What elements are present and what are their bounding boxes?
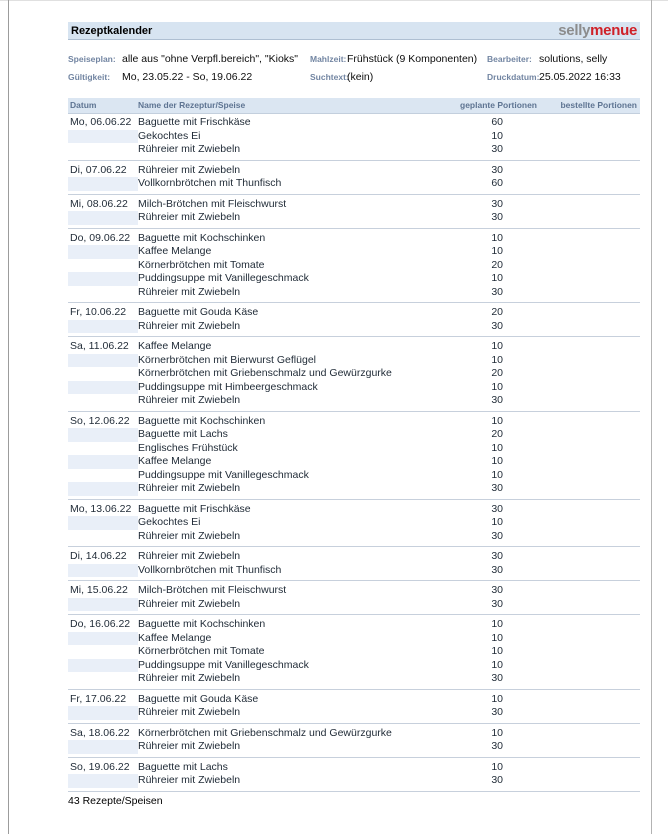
date-cell: Mi, 15.06.22 <box>70 584 128 596</box>
recipe-name-cell: Vollkornbrötchen mit Thunfisch <box>138 177 282 189</box>
date-cell: Di, 07.06.22 <box>70 163 127 176</box>
table-row <box>68 503 640 517</box>
date-cell <box>68 245 138 259</box>
planned-portions-cell: 30 <box>491 550 503 562</box>
table-row <box>68 761 640 775</box>
recipe-name-cell: Rühreier mit Zwiebeln <box>138 597 241 610</box>
recipe-name-cell: Kaffee Melange <box>138 340 212 352</box>
date-cell <box>68 516 138 530</box>
table-row <box>68 354 640 368</box>
date-cell: Mo, 06.06.22 <box>70 116 132 128</box>
table-row <box>68 177 640 191</box>
planned-portions-cell: 10 <box>491 245 503 257</box>
table-row <box>68 442 640 456</box>
table-row <box>68 774 640 788</box>
date-cell <box>68 632 138 646</box>
recipe-name-cell: Milch-Brötchen mit Fleischwurst <box>138 197 287 210</box>
recipe-name-cell: Gekochtes Ei <box>138 516 201 528</box>
table-row <box>68 198 640 212</box>
planned-portions-cell: 30 <box>491 197 503 210</box>
date-cell: Mo, 13.06.22 <box>70 502 132 515</box>
table-group <box>68 164 640 195</box>
ordered-portions-cell <box>540 632 640 646</box>
table-row <box>68 530 640 544</box>
meta-label-bearbeiter: Bearbeiter: <box>487 54 532 64</box>
ordered-portions-cell <box>540 381 640 395</box>
date-cell <box>68 774 138 788</box>
planned-portions-cell: 10 <box>491 692 503 705</box>
ordered-portions-cell <box>540 706 640 720</box>
table-row <box>68 367 640 381</box>
date-cell <box>68 659 138 673</box>
ordered-portions-cell <box>540 177 640 191</box>
meta-label-druckdatum: Druckdatum: <box>487 72 540 82</box>
table-row <box>68 584 640 598</box>
date-cell: Do, 09.06.22 <box>70 231 131 244</box>
ordered-portions-cell <box>540 584 640 598</box>
date-cell <box>68 645 138 659</box>
table-row <box>68 381 640 395</box>
meta-value-speiseplan: alle aus "ohne Verpfl.bereich", "Kioks" <box>122 53 299 65</box>
recipe-name-cell: Körnerbrötchen mit Griebenschmalz und Gewürzgurke <box>138 726 392 739</box>
table-row <box>68 455 640 469</box>
recipe-name-cell: Rühreier mit Zwiebeln <box>138 143 241 155</box>
table-group <box>68 340 640 412</box>
recipe-name-cell: Baguette mit Lachs <box>138 760 228 773</box>
date-cell: Fr, 17.06.22 <box>70 692 127 705</box>
recipe-name-cell: Baguette mit Gouda Käse <box>138 306 259 318</box>
planned-portions-cell: 10 <box>491 129 503 142</box>
ordered-portions-cell <box>540 245 640 259</box>
meta-value-mahlzeit: Frühstück (9 Komponenten) <box>347 53 478 65</box>
table-row <box>68 306 640 320</box>
logo-menue: menue <box>590 21 637 39</box>
planned-portions-cell: 10 <box>491 231 503 244</box>
ordered-portions-cell <box>540 130 640 144</box>
date-cell: So, 12.06.22 <box>70 414 130 427</box>
meta-suchtext <box>310 71 487 87</box>
meta-value-gueltigkeit: Mo, 23.05.22 - So, 19.06.22 <box>122 71 253 83</box>
recipe-name-cell: Baguette mit Lachs <box>138 428 228 440</box>
planned-portions-cell: 10 <box>491 618 503 630</box>
ordered-portions-cell <box>540 143 640 157</box>
recipe-name-cell: Körnerbrötchen mit Tomate <box>138 258 265 271</box>
ordered-portions-cell <box>540 469 640 483</box>
date-cell: Fr, 10.06.22 <box>70 306 127 318</box>
recipe-name-cell: Rühreier mit Zwiebeln <box>138 706 241 718</box>
recipe-name-cell: Englisches Frühstück <box>138 441 238 454</box>
table-row <box>68 320 640 334</box>
ordered-portions-cell <box>540 306 640 320</box>
date-cell <box>68 672 138 686</box>
ordered-portions-cell <box>540 740 640 754</box>
ordered-portions-cell <box>540 550 640 564</box>
date-cell <box>68 564 138 578</box>
recipe-name-cell: Rühreier mit Zwiebeln <box>138 163 241 176</box>
recipe-name-cell: Puddingsuppe mit Vanillegeschmack <box>138 272 309 284</box>
recipe-name-cell: Rühreier mit Zwiebeln <box>138 774 241 786</box>
recipe-name-cell: Rühreier mit Zwiebeln <box>138 319 241 332</box>
recipe-name-cell: Körnerbrötchen mit Bierwurst Geflügel <box>138 353 316 366</box>
ordered-portions-cell <box>540 232 640 246</box>
recipe-name-cell: Körnerbrötchen mit Griebenschmalz und Gewürzgurke <box>138 367 392 379</box>
recipe-name-cell: Kaffee Melange <box>138 631 212 644</box>
table-row <box>68 272 640 286</box>
table-header <box>68 98 640 114</box>
planned-portions-cell: 60 <box>491 177 503 189</box>
meta-value-suchtext: (kein) <box>347 71 374 83</box>
table-row <box>68 550 640 564</box>
recipe-name-cell: Rühreier mit Zwiebeln <box>138 211 241 223</box>
table-row <box>68 245 640 259</box>
planned-portions-cell: 30 <box>491 597 503 610</box>
recipe-name-cell: Baguette mit Kochschinken <box>138 618 266 630</box>
planned-portions-cell: 60 <box>491 116 503 128</box>
ordered-portions-cell <box>540 530 640 544</box>
table-row <box>68 706 640 720</box>
table-group <box>68 618 640 690</box>
table-row <box>68 116 640 130</box>
planned-portions-cell: 10 <box>491 516 503 528</box>
planned-portions-cell: 10 <box>491 414 503 427</box>
date-cell <box>68 530 138 544</box>
planned-portions-cell: 10 <box>491 272 503 284</box>
table-group <box>68 415 640 500</box>
meta-label-speiseplan: Speiseplan: <box>68 54 116 64</box>
date-cell <box>68 598 138 612</box>
ordered-portions-cell <box>540 774 640 788</box>
recipe-name-cell: Körnerbrötchen mit Tomate <box>138 645 265 657</box>
table-group <box>68 693 640 724</box>
recipe-name-cell: Rühreier mit Zwiebeln <box>138 672 241 684</box>
recipe-name-cell: Baguette mit Gouda Käse <box>138 692 259 705</box>
planned-portions-cell: 30 <box>491 502 503 515</box>
recipe-table-body <box>68 116 640 792</box>
date-cell <box>68 143 138 157</box>
table-row <box>68 672 640 686</box>
date-cell <box>68 354 138 368</box>
date-cell <box>68 211 138 225</box>
planned-portions-cell: 30 <box>491 319 503 332</box>
logo-selly: selly <box>558 21 591 39</box>
table-row <box>68 286 640 300</box>
ordered-portions-cell <box>540 618 640 632</box>
meta-label-gueltigkeit: Gültigkeit: <box>68 72 111 82</box>
ordered-portions-cell <box>540 727 640 741</box>
ordered-portions-cell <box>540 211 640 225</box>
meta-bearbeiter <box>487 53 640 69</box>
date-cell <box>68 428 138 442</box>
table-group <box>68 727 640 758</box>
table-group <box>68 761 640 792</box>
meta-label-mahlzeit: Mahlzeit: <box>310 54 347 64</box>
date-cell: So, 19.06.22 <box>70 760 130 773</box>
column-header-bestellte-portionen: bestellte Portionen <box>560 100 637 110</box>
ordered-portions-cell <box>540 259 640 273</box>
recipe-name-cell: Milch-Brötchen mit Fleischwurst <box>138 584 287 596</box>
table-row <box>68 564 640 578</box>
planned-portions-cell: 30 <box>491 584 503 596</box>
column-header-datum: Datum <box>70 100 97 110</box>
table-row <box>68 693 640 707</box>
meta-gueltigkeit <box>68 71 310 87</box>
recipe-name-cell: Puddingsuppe mit Vanillegeschmack <box>138 468 309 481</box>
ordered-portions-cell <box>540 340 640 354</box>
ordered-portions-cell <box>540 116 640 130</box>
planned-portions-cell: 30 <box>491 211 503 223</box>
report-content <box>68 22 640 807</box>
column-header-name: Name der Rezeptur/Speise <box>138 100 246 110</box>
date-cell <box>68 272 138 286</box>
ordered-portions-cell <box>540 482 640 496</box>
recipe-name-cell: Baguette mit Kochschinken <box>138 414 266 427</box>
ordered-portions-cell <box>540 198 640 212</box>
table-row <box>68 164 640 178</box>
meta-speiseplan <box>68 53 310 69</box>
planned-portions-cell: 30 <box>491 774 503 786</box>
planned-portions-cell: 30 <box>491 529 503 542</box>
planned-portions-cell: 30 <box>491 706 503 718</box>
table-row <box>68 618 640 632</box>
date-cell <box>68 259 138 273</box>
table-row <box>68 516 640 530</box>
planned-portions-cell: 30 <box>491 163 503 176</box>
recipe-name-cell: Kaffee Melange <box>138 245 212 257</box>
table-group <box>68 550 640 581</box>
planned-portions-cell: 10 <box>491 455 503 467</box>
ordered-portions-cell <box>540 272 640 286</box>
planned-portions-cell: 10 <box>491 658 503 671</box>
ordered-portions-cell <box>540 428 640 442</box>
page-edge-right <box>651 0 652 834</box>
date-cell: Sa, 18.06.22 <box>70 726 130 739</box>
planned-portions-cell: 30 <box>491 394 503 406</box>
column-header-geplante-portionen: geplante Portionen <box>460 100 537 110</box>
date-cell: Do, 16.06.22 <box>70 618 131 630</box>
ordered-portions-cell <box>540 394 640 408</box>
ordered-portions-cell <box>540 354 640 368</box>
date-cell: Mi, 08.06.22 <box>70 197 128 210</box>
planned-portions-cell: 10 <box>491 726 503 739</box>
date-cell: Sa, 11.06.22 <box>70 340 129 352</box>
table-row <box>68 428 640 442</box>
table-row <box>68 659 640 673</box>
planned-portions-cell: 30 <box>491 143 503 155</box>
title-bar <box>68 22 640 40</box>
meta-block <box>68 53 640 87</box>
recipe-name-cell: Rühreier mit Zwiebeln <box>138 529 241 542</box>
ordered-portions-cell <box>540 645 640 659</box>
table-row <box>68 259 640 273</box>
date-cell <box>68 706 138 720</box>
date-cell <box>68 177 138 191</box>
planned-portions-cell: 30 <box>491 482 503 494</box>
planned-portions-cell: 10 <box>491 353 503 366</box>
planned-portions-cell: 10 <box>491 760 503 773</box>
planned-portions-cell: 20 <box>491 306 503 318</box>
recipe-name-cell: Rühreier mit Zwiebeln <box>138 394 241 406</box>
brand-logo <box>558 22 637 40</box>
planned-portions-cell: 10 <box>491 441 503 454</box>
recipe-name-cell: Rühreier mit Zwiebeln <box>138 285 241 298</box>
date-cell <box>68 455 138 469</box>
recipe-name-cell: Rühreier mit Zwiebeln <box>138 740 241 752</box>
table-group <box>68 232 640 304</box>
table-row <box>68 130 640 144</box>
ordered-portions-cell <box>540 164 640 178</box>
recipe-name-cell: Baguette mit Frischkäse <box>138 502 251 515</box>
recipe-name-cell: Vollkornbrötchen mit Thunfisch <box>138 563 282 576</box>
meta-druckdatum <box>487 71 640 87</box>
planned-portions-cell: 10 <box>491 645 503 657</box>
page-edge-top <box>0 0 668 1</box>
date-cell <box>68 130 138 144</box>
date-cell <box>68 740 138 754</box>
ordered-portions-cell <box>540 503 640 517</box>
ordered-portions-cell <box>540 516 640 530</box>
recipe-name-cell: Kaffee Melange <box>138 455 212 467</box>
meta-label-suchtext: Suchtext: <box>310 72 349 82</box>
date-cell <box>68 469 138 483</box>
planned-portions-cell: 30 <box>491 285 503 298</box>
table-group <box>68 584 640 615</box>
meta-mahlzeit <box>310 53 487 69</box>
date-cell <box>68 482 138 496</box>
table-row <box>68 143 640 157</box>
ordered-portions-cell <box>540 598 640 612</box>
table-row <box>68 632 640 646</box>
recipe-name-cell: Puddingsuppe mit Vanillegeschmack <box>138 658 309 671</box>
table-row <box>68 740 640 754</box>
planned-portions-cell: 30 <box>491 740 503 752</box>
planned-portions-cell: 20 <box>491 428 503 440</box>
date-cell <box>68 442 138 456</box>
recipe-name-cell: Baguette mit Frischkäse <box>138 116 251 128</box>
recipe-name-cell: Rühreier mit Zwiebeln <box>138 482 241 494</box>
planned-portions-cell: 30 <box>491 563 503 576</box>
recipe-name-cell: Rühreier mit Zwiebeln <box>138 550 241 562</box>
table-row <box>68 482 640 496</box>
planned-portions-cell: 10 <box>491 631 503 644</box>
date-cell: Di, 14.06.22 <box>70 550 127 562</box>
page-title: Rezeptkalender <box>71 24 153 37</box>
table-row <box>68 469 640 483</box>
table-row <box>68 394 640 408</box>
meta-value-bearbeiter: solutions, selly <box>539 53 608 65</box>
ordered-portions-cell <box>540 659 640 673</box>
planned-portions-cell: 20 <box>491 258 503 271</box>
ordered-portions-cell <box>540 286 640 300</box>
meta-value-druckdatum: 25.05.2022 16:33 <box>539 71 621 83</box>
table-row <box>68 645 640 659</box>
table-group <box>68 116 640 161</box>
table-group <box>68 306 640 337</box>
ordered-portions-cell <box>540 693 640 707</box>
date-cell <box>68 320 138 334</box>
planned-portions-cell: 20 <box>491 367 503 379</box>
recipe-name-cell: Gekochtes Ei <box>138 129 201 142</box>
date-cell <box>68 367 138 381</box>
ordered-portions-cell <box>540 564 640 578</box>
page-edge-left <box>8 0 9 834</box>
table-row <box>68 340 640 354</box>
ordered-portions-cell <box>540 761 640 775</box>
date-cell <box>68 394 138 408</box>
table-row <box>68 211 640 225</box>
planned-portions-cell: 10 <box>491 468 503 481</box>
table-row <box>68 598 640 612</box>
table-row <box>68 232 640 246</box>
recipe-name-cell: Puddingsuppe mit Himbeergeschmack <box>138 380 318 393</box>
table-group <box>68 503 640 548</box>
planned-portions-cell: 10 <box>491 380 503 393</box>
ordered-portions-cell <box>540 455 640 469</box>
table-row <box>68 415 640 429</box>
ordered-portions-cell <box>540 367 640 381</box>
date-cell <box>68 381 138 395</box>
table-row <box>68 727 640 741</box>
ordered-portions-cell <box>540 672 640 686</box>
recipe-name-cell: Baguette mit Kochschinken <box>138 231 266 244</box>
ordered-portions-cell <box>540 442 640 456</box>
ordered-portions-cell <box>540 415 640 429</box>
planned-portions-cell: 10 <box>491 340 503 352</box>
date-cell <box>68 286 138 300</box>
planned-portions-cell: 30 <box>491 672 503 684</box>
table-group <box>68 198 640 229</box>
footer-total: 43 Rezepte/Speisen <box>68 794 163 807</box>
ordered-portions-cell <box>540 320 640 334</box>
